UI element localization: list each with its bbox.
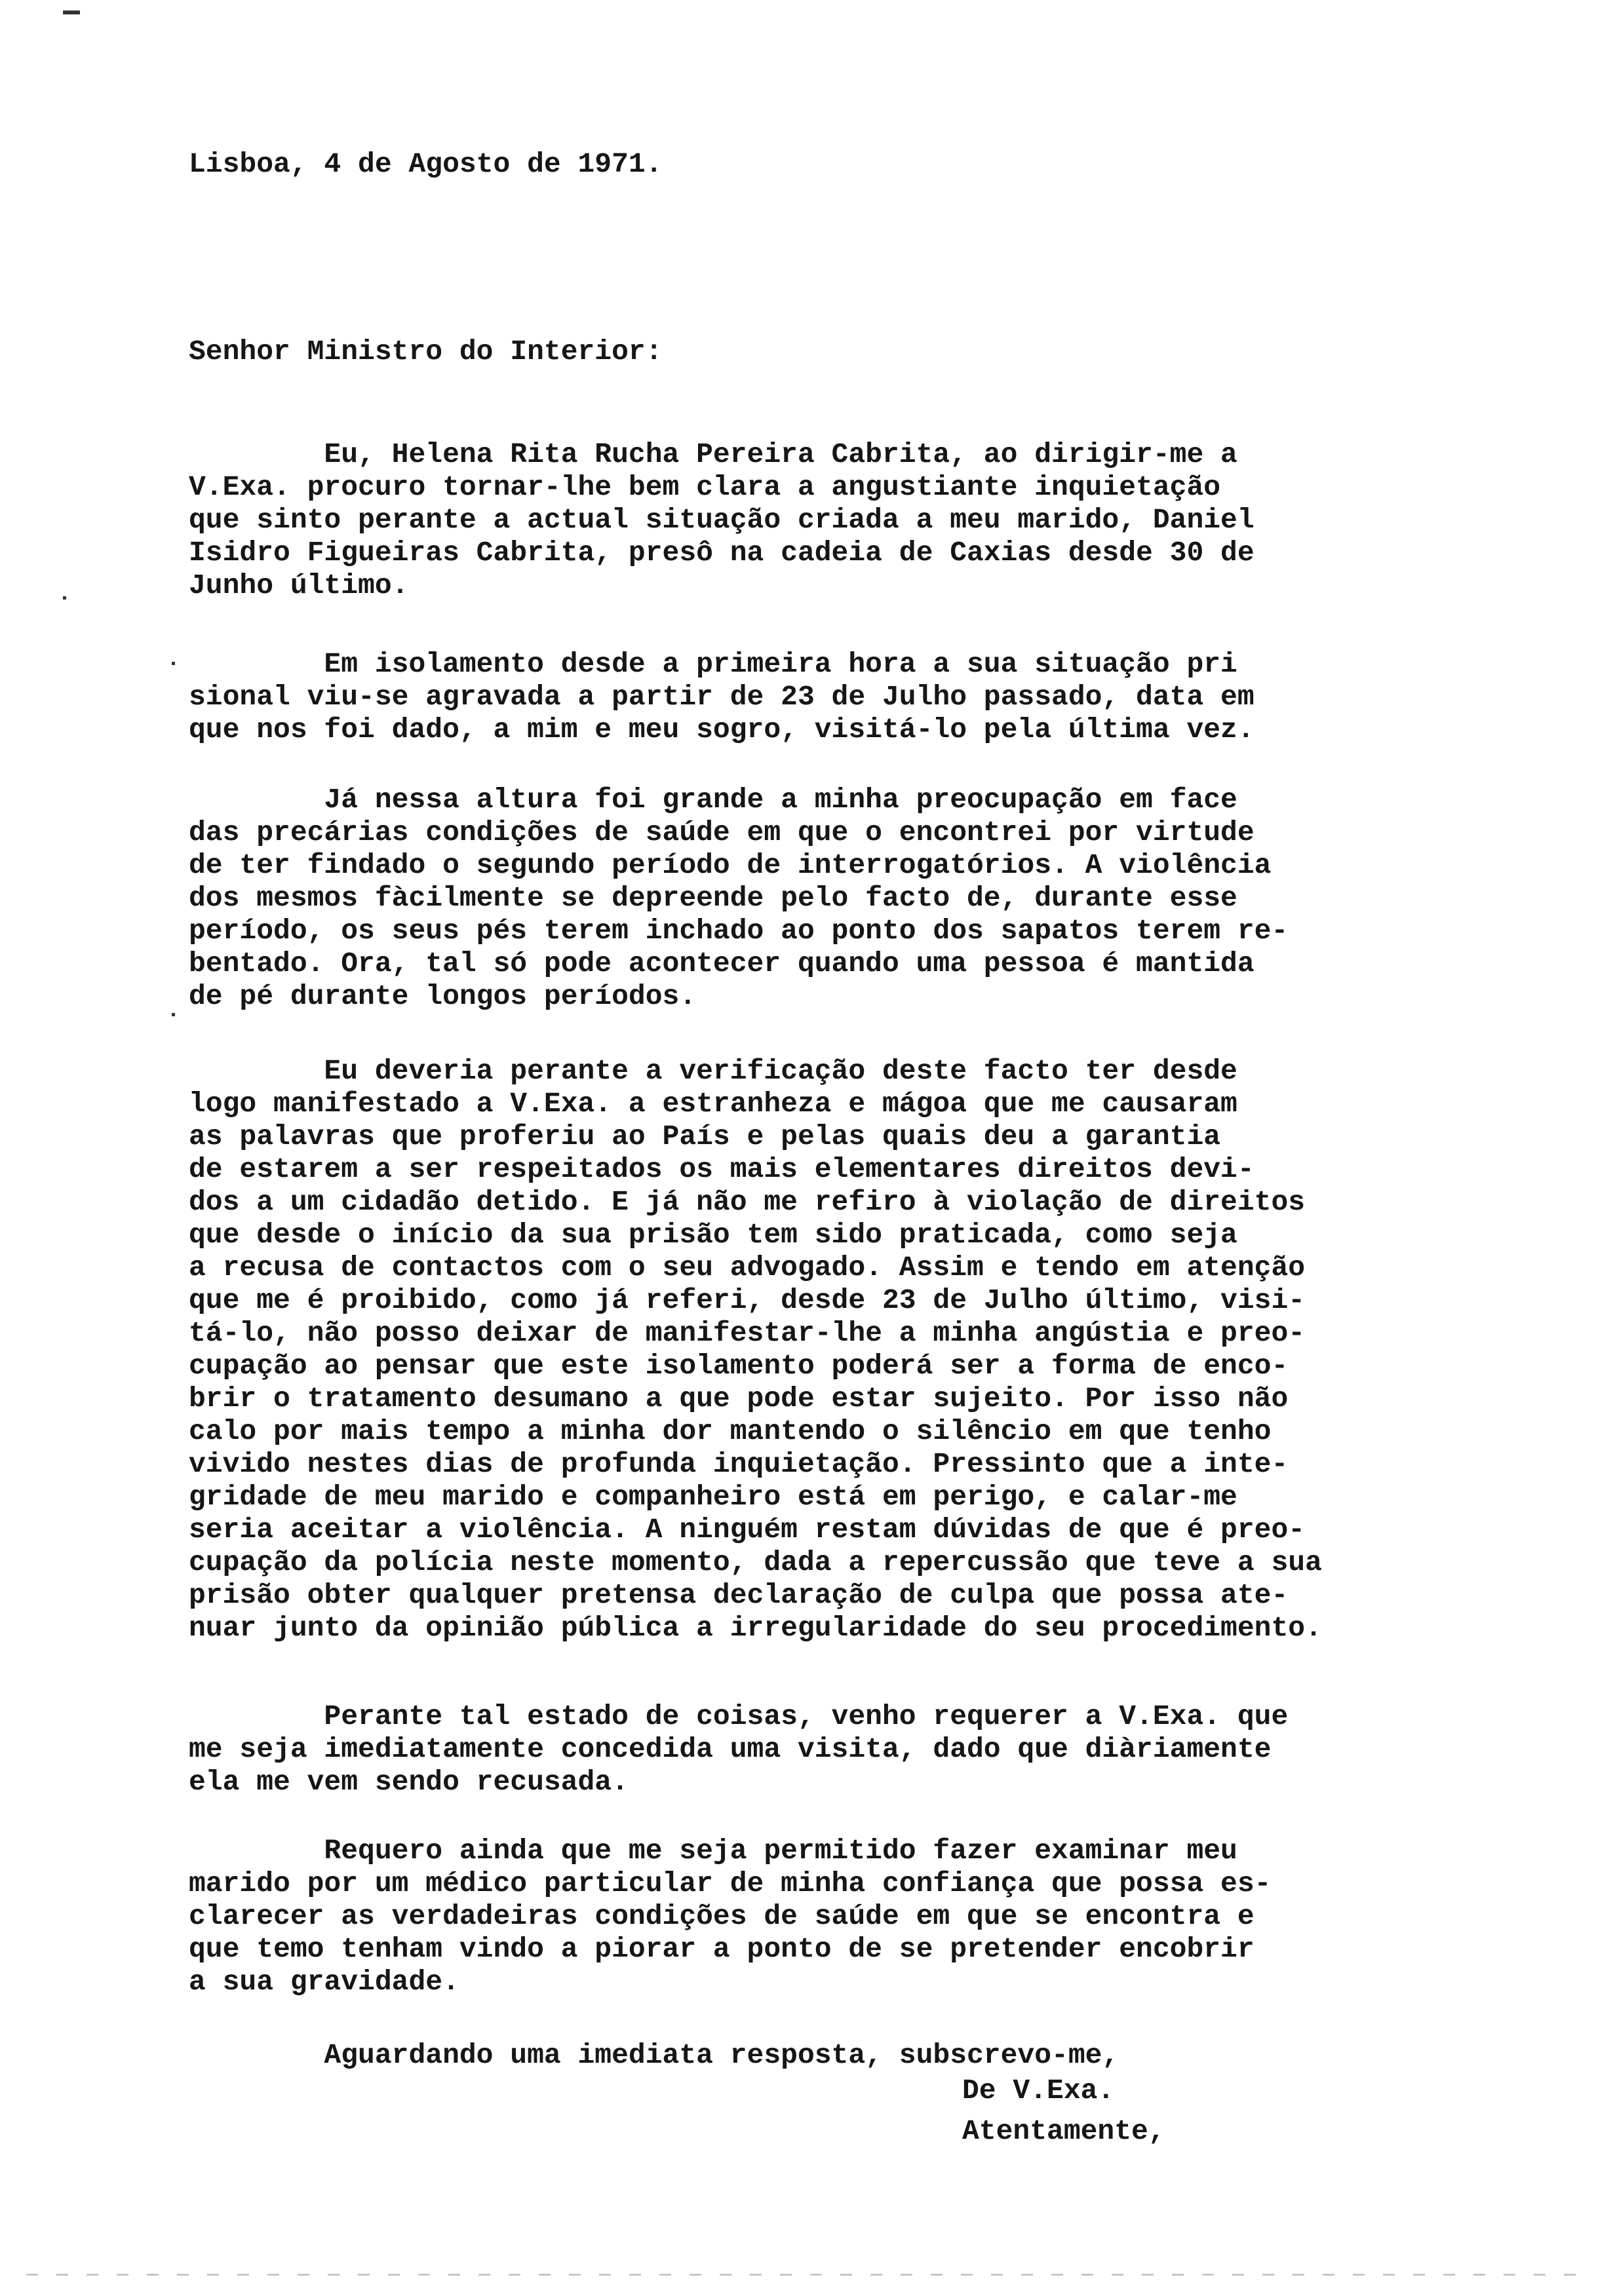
paragraph-7 xyxy=(189,2039,1119,2072)
text-line: vivido nestes dias de profunda inquietação. Pressinto que a inte- xyxy=(189,1448,1289,1480)
paragraph-5 xyxy=(189,1700,1288,1799)
text-line: seria aceitar a violência. A ninguém restam dúvidas de que é preo- xyxy=(189,1514,1306,1546)
text-line: Já nessa altura foi grande a minha preocupação em face xyxy=(189,784,1237,816)
text-line: Eu deveria perante a verificação deste facto ter desde xyxy=(189,1055,1237,1087)
text-line: marido por um médico particular de minha confiança que possa es- xyxy=(189,1867,1272,1900)
corner-mark xyxy=(63,10,80,14)
text-line: clarecer as verdadeiras condições de saúde em que se encontra e xyxy=(189,1900,1255,1932)
text-line: de pé durante longos períodos. xyxy=(189,980,697,1012)
text-line: que temo tenham vindo a piorar a ponto de se pretender encobrir xyxy=(189,1933,1255,1965)
text-line: sional viu-se agravada a partir de 23 de Julho passado, data em xyxy=(189,681,1255,713)
text-line: a sua gravidade. xyxy=(189,1966,459,1998)
text-line: dos mesmos fàcilmente se depreende pelo facto de, durante esse xyxy=(189,882,1237,914)
text-line: V.Exa. procuro tornar-lhe bem clara a angustiante inquietação xyxy=(189,471,1221,503)
text-line: Aguardando uma imediata resposta, subscrevo-me, xyxy=(189,2039,1119,2071)
text-line: período, os seus pés terem inchado ao ponto dos sapatos terem re- xyxy=(189,915,1289,947)
text-line: Perante tal estado de coisas, venho requerer a V.Exa. que xyxy=(189,1700,1289,1732)
text-line: que desde o início da sua prisão tem sido praticada, como seja xyxy=(189,1219,1237,1251)
text-line: logo manifestado a V.Exa. a estranheza e mágoa que me causaram xyxy=(189,1088,1237,1120)
text-line: Isidro Figueiras Cabrita, presô na cadeia de Caxias desde 30 de xyxy=(189,537,1255,569)
text-line: que nos foi dado, a mim e meu sogro, visitá-lo pela última vez. xyxy=(189,714,1255,746)
letter-salutation: Senhor Ministro do Interior: xyxy=(189,335,663,368)
text-line: as palavras que proferiu ao País e pelas quais deu a garantia xyxy=(189,1120,1221,1153)
text-line: gridade de meu marido e companheiro está em perigo, e calar-me xyxy=(189,1481,1237,1513)
paragraph-6 xyxy=(189,1835,1271,1999)
text-line: que sinto perante a actual situação criada a meu marido, Daniel xyxy=(189,504,1255,536)
text-line: que me é proibido, como já referi, desde 23 de Julho último, visi- xyxy=(189,1284,1306,1316)
text-line: de ter findado o segundo período de interrogatórios. A violência xyxy=(189,849,1272,881)
text-line: me seja imediatamente concedida uma visita, dado que diàriamente xyxy=(189,1733,1272,1765)
text-line: Eu, Helena Rita Rucha Pereira Cabrita, ao dirigir-me a xyxy=(189,438,1237,470)
text-line: brir o tratamento desumano a que pode estar sujeito. Por isso não xyxy=(189,1383,1289,1415)
letter-date: Lisboa, 4 de Agosto de 1971. xyxy=(189,148,663,180)
paragraph-3 xyxy=(189,784,1288,1013)
text-line: calo por mais tempo a minha dor mantendo o silêncio em que tenho xyxy=(189,1415,1272,1447)
text-line: Requero ainda que me seja permitido fazer examinar meu xyxy=(189,1835,1237,1867)
text-line: ela me vem sendo recusada. xyxy=(189,1766,629,1798)
text-line: de estarem a ser respeitados os mais elementares direitos devi- xyxy=(189,1153,1255,1185)
text-line: das precárias condições de saúde em que o encontrei por virtude xyxy=(189,816,1255,849)
letter-closing xyxy=(962,2071,1165,2152)
margin-dot xyxy=(63,596,66,600)
margin-dot xyxy=(172,662,175,665)
closing-line: Atentamente, xyxy=(962,2115,1165,2147)
paragraph-2 xyxy=(189,648,1255,746)
text-line: a recusa de contactos com o seu advogado. Assim e tendo em atenção xyxy=(189,1252,1306,1284)
paragraph-4 xyxy=(189,1055,1322,1645)
text-line: cupação ao pensar que este isolamento poderá ser a forma de enco- xyxy=(189,1350,1289,1382)
paragraph-1 xyxy=(189,438,1255,602)
closing-line: De V.Exa. xyxy=(962,2075,1115,2107)
text-line: nuar junto da opinião pública a irregularidade do seu procedimento. xyxy=(189,1612,1322,1644)
text-line: tá-lo, não posso deixar de manifestar-lhe a minha angústia e preo- xyxy=(189,1317,1306,1349)
text-line: dos a um cidadão detido. E já não me refiro à violação de direitos xyxy=(189,1186,1306,1218)
text-line: bentado. Ora, tal só pode acontecer quando uma pessoa é mantida xyxy=(189,947,1255,980)
text-line: Em isolamento desde a primeira hora a sua situação pri xyxy=(189,648,1237,680)
text-line: Junho último. xyxy=(189,569,409,602)
page-edge-noise xyxy=(26,2274,1589,2276)
text-line: prisão obter qualquer pretensa declaração de culpa que possa ate- xyxy=(189,1579,1289,1611)
text-line: cupação da polícia neste momento, dada a repercussão que teve a sua xyxy=(189,1546,1322,1578)
margin-dot xyxy=(172,1013,175,1016)
